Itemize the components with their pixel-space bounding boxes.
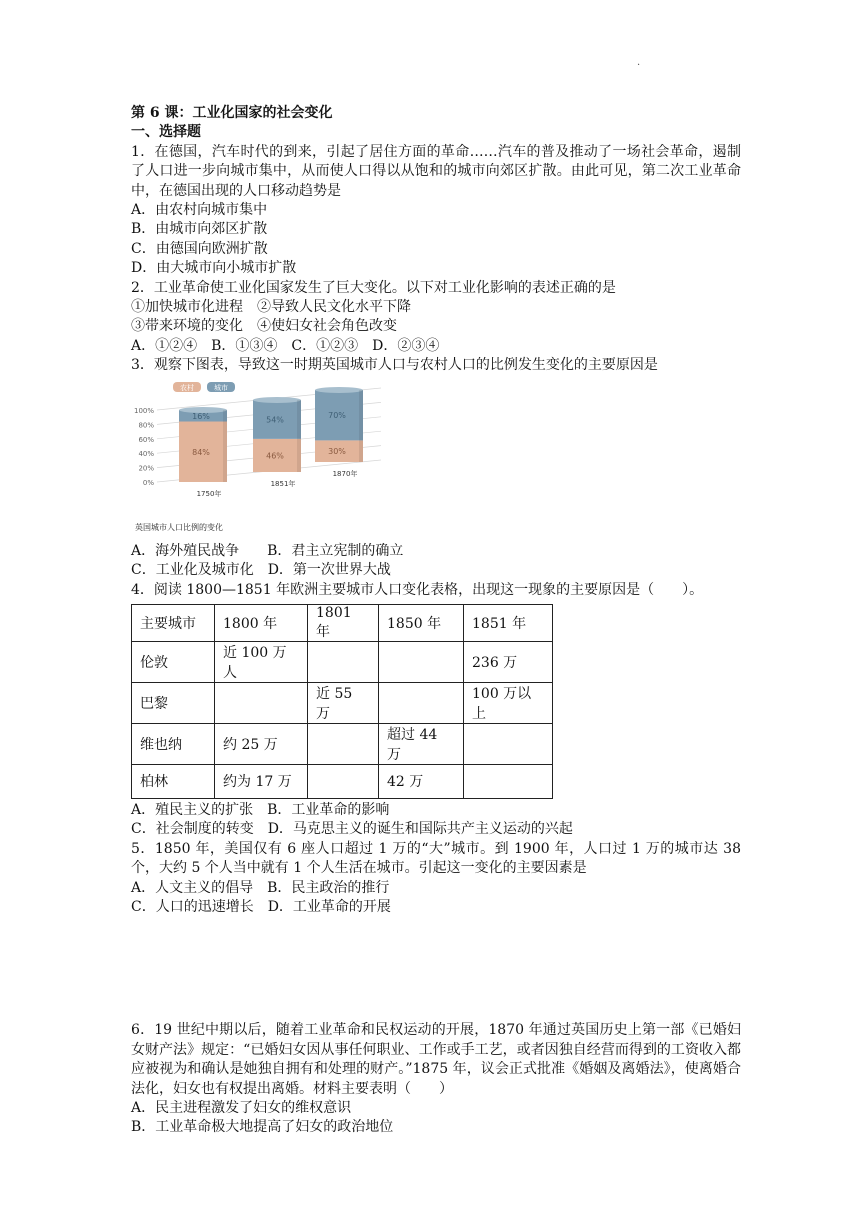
q3-options-1: A．海外殖民战争 B．君主立宪制的确立	[131, 542, 404, 559]
table-header-cell: 1801 年	[308, 604, 379, 641]
table-row	[132, 641, 553, 682]
bar-top-cap	[315, 387, 363, 393]
table-cell	[464, 723, 553, 764]
question-6-stem: 6．19 世纪中期以后，随着工业革命和民权运动的开展，1870 年通过英国历史上第一部《已婚妇女财产法》规定：“已婚妇女因从事任何职业、工作或手工艺，或者因独自经营而得到的工资收入都应被视为和确认是她独自拥有和处理的财产。”1875 年，议会正式批准《婚姻及离婚法》，使离婚合法化，妇女也有权提出离婚。材料主要表明（ ）	[131, 1022, 741, 1097]
question-3-stem: 3．观察下图表，导致这一时期英国城市人口与农村人口的比例发生变化的主要原因是	[131, 357, 658, 374]
table-header-cell: 1851 年	[464, 604, 553, 641]
y-tick-label: 80%	[138, 421, 154, 430]
x-category-label: 1750年	[196, 489, 222, 498]
header-mark: ·	[637, 60, 641, 71]
bar-value-rural: 30%	[328, 446, 346, 456]
lesson-title: 第 6 课：工业化国家的社会变化	[131, 105, 333, 121]
table-cell	[379, 682, 464, 723]
bar-value-urban: 16%	[192, 411, 210, 421]
q5-options-2: C．人口的迅速增长 D．工业革命的开展	[131, 898, 391, 915]
table-cell: 近 100 万人	[215, 641, 308, 682]
table-row	[132, 764, 553, 798]
table-cell: 近 55 万	[308, 682, 379, 723]
table-row	[132, 682, 553, 723]
y-tick-label: 100%	[133, 406, 154, 415]
bar-side-shade	[359, 390, 363, 462]
q4-options-1: A．殖民主义的扩张 B．工业革命的影响	[131, 801, 390, 818]
question-4-stem: 4．阅读 1800—1851 年欧洲主要城市人口变化表格，出现这一现象的主要原因是（ ）。	[131, 581, 704, 598]
y-tick-label: 60%	[138, 435, 154, 444]
question-5-stem: 5．1850 年，美国仅有 6 座人口超过 1 万的“大”城市。到 1900 年，人口过 1 万的城市达 38 个，大约 5 个人当中就有 1 个人生活在城市。引起这一变化的主要因素是	[131, 840, 741, 877]
table-cell	[308, 723, 379, 764]
bar-value-rural: 84%	[192, 447, 210, 457]
table-header-cell: 主要城市	[132, 604, 215, 641]
q6-option-b: B．工业革命极大地提高了妇女的政治地位	[131, 1119, 394, 1136]
table-cell	[308, 764, 379, 798]
table-cell: 约 25 万	[215, 723, 308, 764]
table-header-row	[132, 604, 553, 641]
table-cell: 维也纳	[132, 723, 215, 764]
q1-option-c: C．由德国向欧洲扩散	[131, 240, 268, 257]
bar-value-rural: 46%	[266, 451, 284, 461]
table-cell: 伦敦	[132, 641, 215, 682]
question-2-stem: 2．工业革命使工业化国家发生了巨大变化。以下对工业化影响的表述正确的是	[131, 279, 616, 296]
bar-side-shade	[223, 410, 227, 482]
chart-svg	[131, 378, 391, 538]
urban-population-chart	[131, 378, 391, 538]
bar-top-cap	[253, 397, 301, 403]
q6-option-a: A．民主进程激发了妇女的维权意识	[131, 1099, 352, 1116]
table-cell	[379, 641, 464, 682]
q1-option-b: B．由城市向郊区扩散	[131, 221, 268, 238]
legend-label-urban: 城市	[214, 383, 228, 392]
table-cell: 超过 44 万	[379, 723, 464, 764]
q1-option-a: A．由农村向城市集中	[131, 202, 268, 219]
table-cell: 236 万	[464, 641, 553, 682]
q2-items-1: ①加快城市化进程 ②导致人民文化水平下降	[131, 299, 411, 316]
q1-option-d: D．由大城市向小城市扩散	[131, 260, 297, 277]
q4-options-2: C．社会制度的转变 D．马克思主义的诞生和国际共产主义运动的兴起	[131, 821, 573, 838]
table-cell: 柏林	[132, 764, 215, 798]
table-cell: 42 万	[379, 764, 464, 798]
question-1-stem: 1．在德国，汽车时代的到来，引起了居住方面的革命……汽车的普及推动了一场社会革命，遏制了人口进一步向城市集中，从而使人口得以从饱和的城市向郊区扩散。由此可见，第二次工业革命中，在德国出现的人口移动趋势是	[131, 143, 741, 199]
y-tick-label: 20%	[138, 464, 154, 473]
table-cell	[215, 682, 308, 723]
y-tick-label: 0%	[142, 478, 154, 487]
q3-options-2: C．工业化及城市化 D．第一次世界大战	[131, 562, 391, 579]
table-cell: 100 万以上	[464, 682, 553, 723]
table-header-cell: 1800 年	[215, 604, 308, 641]
bar-value-urban: 70%	[328, 410, 346, 420]
q2-items-2: ③带来环境的变化 ④使妇女社会角色改变	[131, 318, 397, 335]
table-header-cell: 1850 年	[379, 604, 464, 641]
bar-side-shade	[297, 400, 301, 472]
chart-title: 英国城市人口比例的变化	[135, 522, 223, 532]
table-cell: 巴黎	[132, 682, 215, 723]
table-row	[132, 723, 553, 764]
q2-options: A．①②④ B．①③④ C．①②③ D．②③④	[131, 337, 440, 354]
y-tick-label: 40%	[138, 449, 154, 458]
section-heading: 一、选择题	[131, 124, 201, 141]
city-population-table	[131, 604, 553, 799]
q5-options-1: A．人文主义的倡导 B．民主政治的推行	[131, 879, 390, 896]
x-category-label: 1870年	[332, 469, 358, 478]
table-cell	[308, 641, 379, 682]
legend-label-rural: 农村	[180, 383, 194, 392]
bar-value-urban: 54%	[266, 415, 284, 425]
worksheet	[131, 104, 741, 1138]
blank-space	[131, 917, 741, 1021]
table-cell	[464, 764, 553, 798]
x-category-label: 1851年	[270, 479, 296, 488]
table-cell: 约为 17 万	[215, 764, 308, 798]
